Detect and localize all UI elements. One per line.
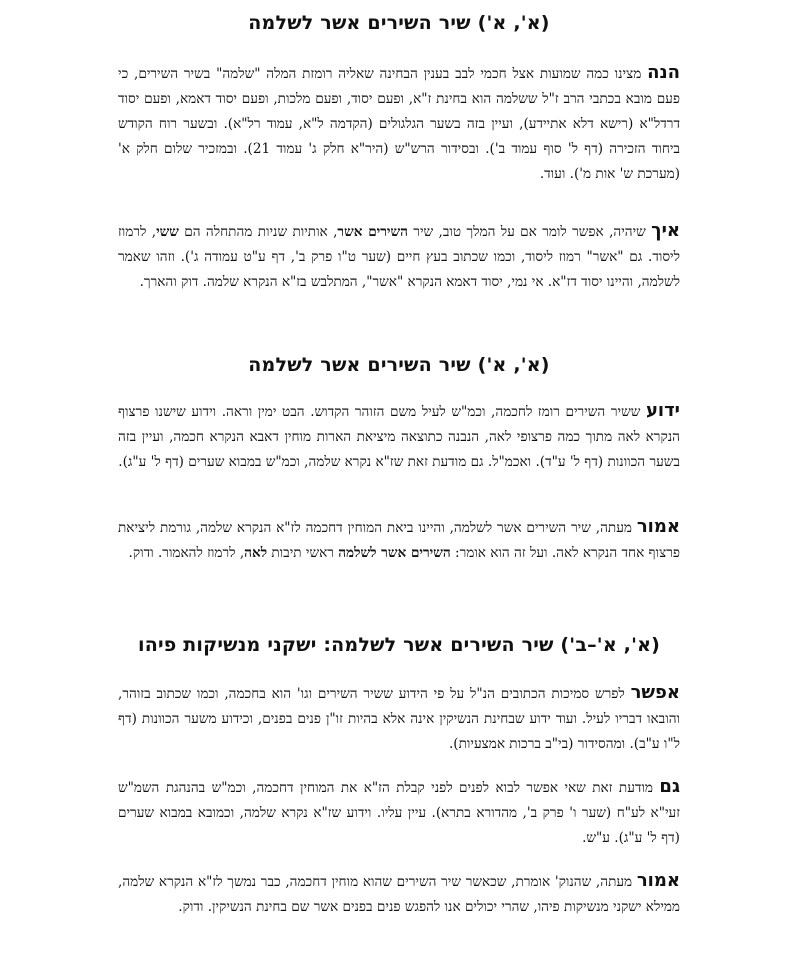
lead-word: איך: [651, 220, 680, 241]
lead-word: אפשר: [630, 682, 680, 703]
emphasis-text: ששי: [156, 224, 179, 240]
body-text: לפרש סמיכות הכתובים הנ"ל על פי הידוע ששיר השירים וגו' הוא בחכמה, וכמו שכתוב בזוהר, והובאו דבריו לעיל. ועוד ידוע שבחינת הנשיקין אינה אלא בהיות זו"ן פנים בפנים, וכידוע משער הכוונות (דף ל"ו ע"ב). ומהסידור (בי"ב ברכות אמצעיות).: [118, 686, 680, 752]
emphasis-text: השירים אשר לשלמה: [338, 545, 451, 561]
body-text: מצינו כמה שמועות אצל חכמי לבב בענין הבחינה שאליה רומזת המלה "שלמה" בשיר השירים, כי פעם מובא בכתבי הרב ז"ל ששלמה הוא בחינת ז"א, ופעם יסוד, ופעם מלכות, ופעם יסוד דאמא, ופעם יסוד דרדל"א (רישא דלא אתיידע), ועיין בזה בשער הגלגולים (הקדמה ל"א, עמוד רל"א). ובשער רוח הקודש ביחוד הזכירה (דף ל' סוף עמוד ב'). ובסידור הרש"ש (היר"א חלק ג' עמוד 21). ובמזכיר שלום חלק א' (מערכת ש' אות מ'). ועוד.: [118, 66, 680, 182]
lead-word: אמור: [636, 870, 680, 891]
body-text: ששיר השירים רומז לחכמה, וכמ"ש לעיל משם הזוהר הקדוש. הבט ימין וראה. וידוע שישנו פרצוף הנקרא לאה מתוך כמה פרצופי לאה, הנבנה כתוצאה מיציאת הארות מוחין דאבא הנקרא חכמה, ועיין בזה בשער הכוונות (דף ל' ע"ד). ואכמ"ל. גם מודעת זאת שז"א נקרא שלמה, וכמ"ש במבוא שערים (דף ל' ע"ג).: [118, 404, 680, 470]
body-text: , אותיות שניות מהתחלה הם: [178, 224, 338, 240]
paragraph: [118, 680, 680, 757]
paragraph: [118, 514, 680, 566]
paragraph: [118, 60, 680, 187]
body-text: , לרמוז להאמור. ודוק.: [128, 545, 245, 561]
body-text: , לרמוז ליסוד. גם "אשר" רמוז ליסוד, וכמו שכתוב בעץ חיים (שער ט"ו פרק ב', דף ע"ט עמודה ג'). וזהו שאמר לשלמה, והיינו יסוד דז"א. אי נמי, יסוד דאמא הנקרא "אשר", המתלבש בז"א הנקרא שלמה. דוק והארך.: [118, 224, 680, 290]
paragraph: [118, 868, 680, 920]
paragraph: [118, 398, 680, 475]
section-title: (א', א') שיר השירים אשר לשלמה: [248, 12, 550, 34]
lead-word: אמור: [636, 516, 680, 537]
emphasis-text: לאה: [244, 545, 268, 561]
paragraph: [118, 774, 680, 851]
body-text: ראשי תיבות: [267, 545, 339, 561]
section-title: (א', א'–ב') שיר השירים אשר לשלמה: ישקני מנשיקות פיהו: [137, 634, 661, 656]
body-text: מעתה, שיר השירים אשר לשלמה, והיינו ביאת המוחין דחכמה לז"א הנקרא שלמה, גורמת ליציאת פרצוף אחד הנקרא לאה. ועל זה הוא אומר:: [118, 520, 680, 561]
paragraph: [118, 218, 680, 295]
emphasis-text: השירים אשר: [337, 224, 408, 240]
lead-word: הנה: [647, 62, 680, 83]
body-text: שיהיה, אפשר לומר אם על המלך טוב, שיר: [407, 224, 652, 240]
lead-word: גם: [659, 776, 680, 797]
lead-word: ידוע: [645, 400, 680, 421]
body-text: מעתה, שהנוק' אומרת, שכאשר שיר השירים שהוא מוחין דחכמה, כבר נמשך לז"א הנקרא שלמה, ממילא ישקני מנשיקות פיהו, שהרי יכולים אנו להפגש פנים בפנים אשר שם בחינת הנשיקין. ודוק.: [118, 874, 680, 915]
section-title: (א', א') שיר השירים אשר לשלמה: [248, 354, 550, 376]
body-text: מודעת זאת שאי אפשר לבוא לפנים לפני קבלת הז"א את המוחין דחכמה, וכמ"ש בהנהגת השמ"ש זעי"א לע"ח (שער ו' פרק ב', מהדורא בתרא). עיין עליו. וידוע שז"א נקרא שלמה, וכמובא במבוא שערים (דף ל' ע"ג). ע"ש.: [118, 780, 680, 846]
